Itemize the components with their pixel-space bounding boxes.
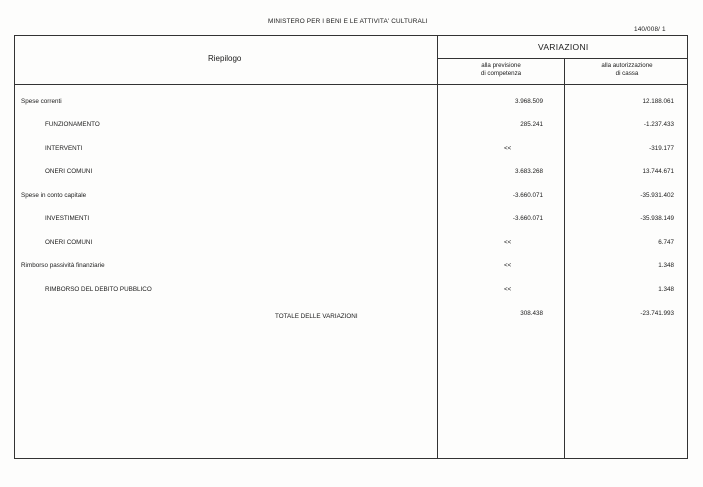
row-label: Spese correnti [21,98,62,105]
table-row [0,286,703,296]
table-row [0,168,703,178]
row-previsione-value: 285.241 [520,121,543,128]
table-row [0,121,703,131]
total-row [0,310,703,320]
column-header-cassa [565,62,689,78]
column-header-variazioni: VARIAZIONI [538,42,589,52]
row-previsione-value: 3.968.509 [514,98,543,105]
table-row [0,262,703,272]
row-cassa-value: 1.348 [658,286,674,293]
row-previsione-value: -3.660.071 [512,192,543,199]
variazioni-underline [437,58,688,59]
previsione-line-1: alla previsione [481,62,521,69]
total-previsione-value: 308.438 [520,310,543,317]
row-previsione-value: << [504,262,512,269]
row-cassa-value: 1.348 [658,262,674,269]
row-label: INVESTIMENTI [45,215,90,222]
row-previsione-value: << [504,286,512,293]
column-header-previsione [439,62,563,78]
table-row [0,215,703,225]
cassa-line-1: alla autorizzazione [601,62,653,69]
row-cassa-value: 12.188.061 [642,98,674,105]
row-label: ONERI COMUNI [45,239,93,246]
table-row [0,145,703,155]
row-cassa-value: -1.237.433 [643,121,674,128]
cassa-line-2: di cassa [615,70,639,77]
row-previsione-value: 3.683.268 [514,168,543,175]
column-header-riepilogo: Riepilogo [208,54,242,63]
row-cassa-value: -319.177 [649,145,674,152]
row-cassa-value: 13.744.671 [642,168,674,175]
ministry-title: MINISTERO PER I BENI E LE ATTIVITA' CULTURALI [268,18,428,25]
document-code: 140/008/ 1 [634,26,666,33]
row-cassa-value: -35.938.149 [640,215,674,222]
row-label: RIMBORSO DEL DEBITO PUBBLICO [45,286,152,293]
column-divider-right [564,58,565,459]
total-cassa-value: -23.741.993 [640,310,674,317]
row-label: FUNZIONAMENTO [45,121,100,128]
row-label: ONERI COMUNI [45,168,93,175]
previsione-line-2: di competenza [480,70,522,77]
row-previsione-value: << [504,145,512,152]
row-cassa-value: -35.931.402 [640,192,674,199]
total-label: TOTALE DELLE VARIAZIONI [275,313,358,320]
table-row [0,98,703,108]
table-row [0,239,703,249]
row-label: INTERVENTI [45,145,83,152]
row-cassa-value: 6.747 [658,239,674,246]
table-row [0,192,703,202]
row-label: Rimborso passività finanziarie [21,262,105,269]
row-previsione-value: << [504,239,512,246]
row-previsione-value: -3.660.071 [512,215,543,222]
header-bottom-rule [14,84,688,85]
row-label: Spese in conto capitale [21,192,87,199]
